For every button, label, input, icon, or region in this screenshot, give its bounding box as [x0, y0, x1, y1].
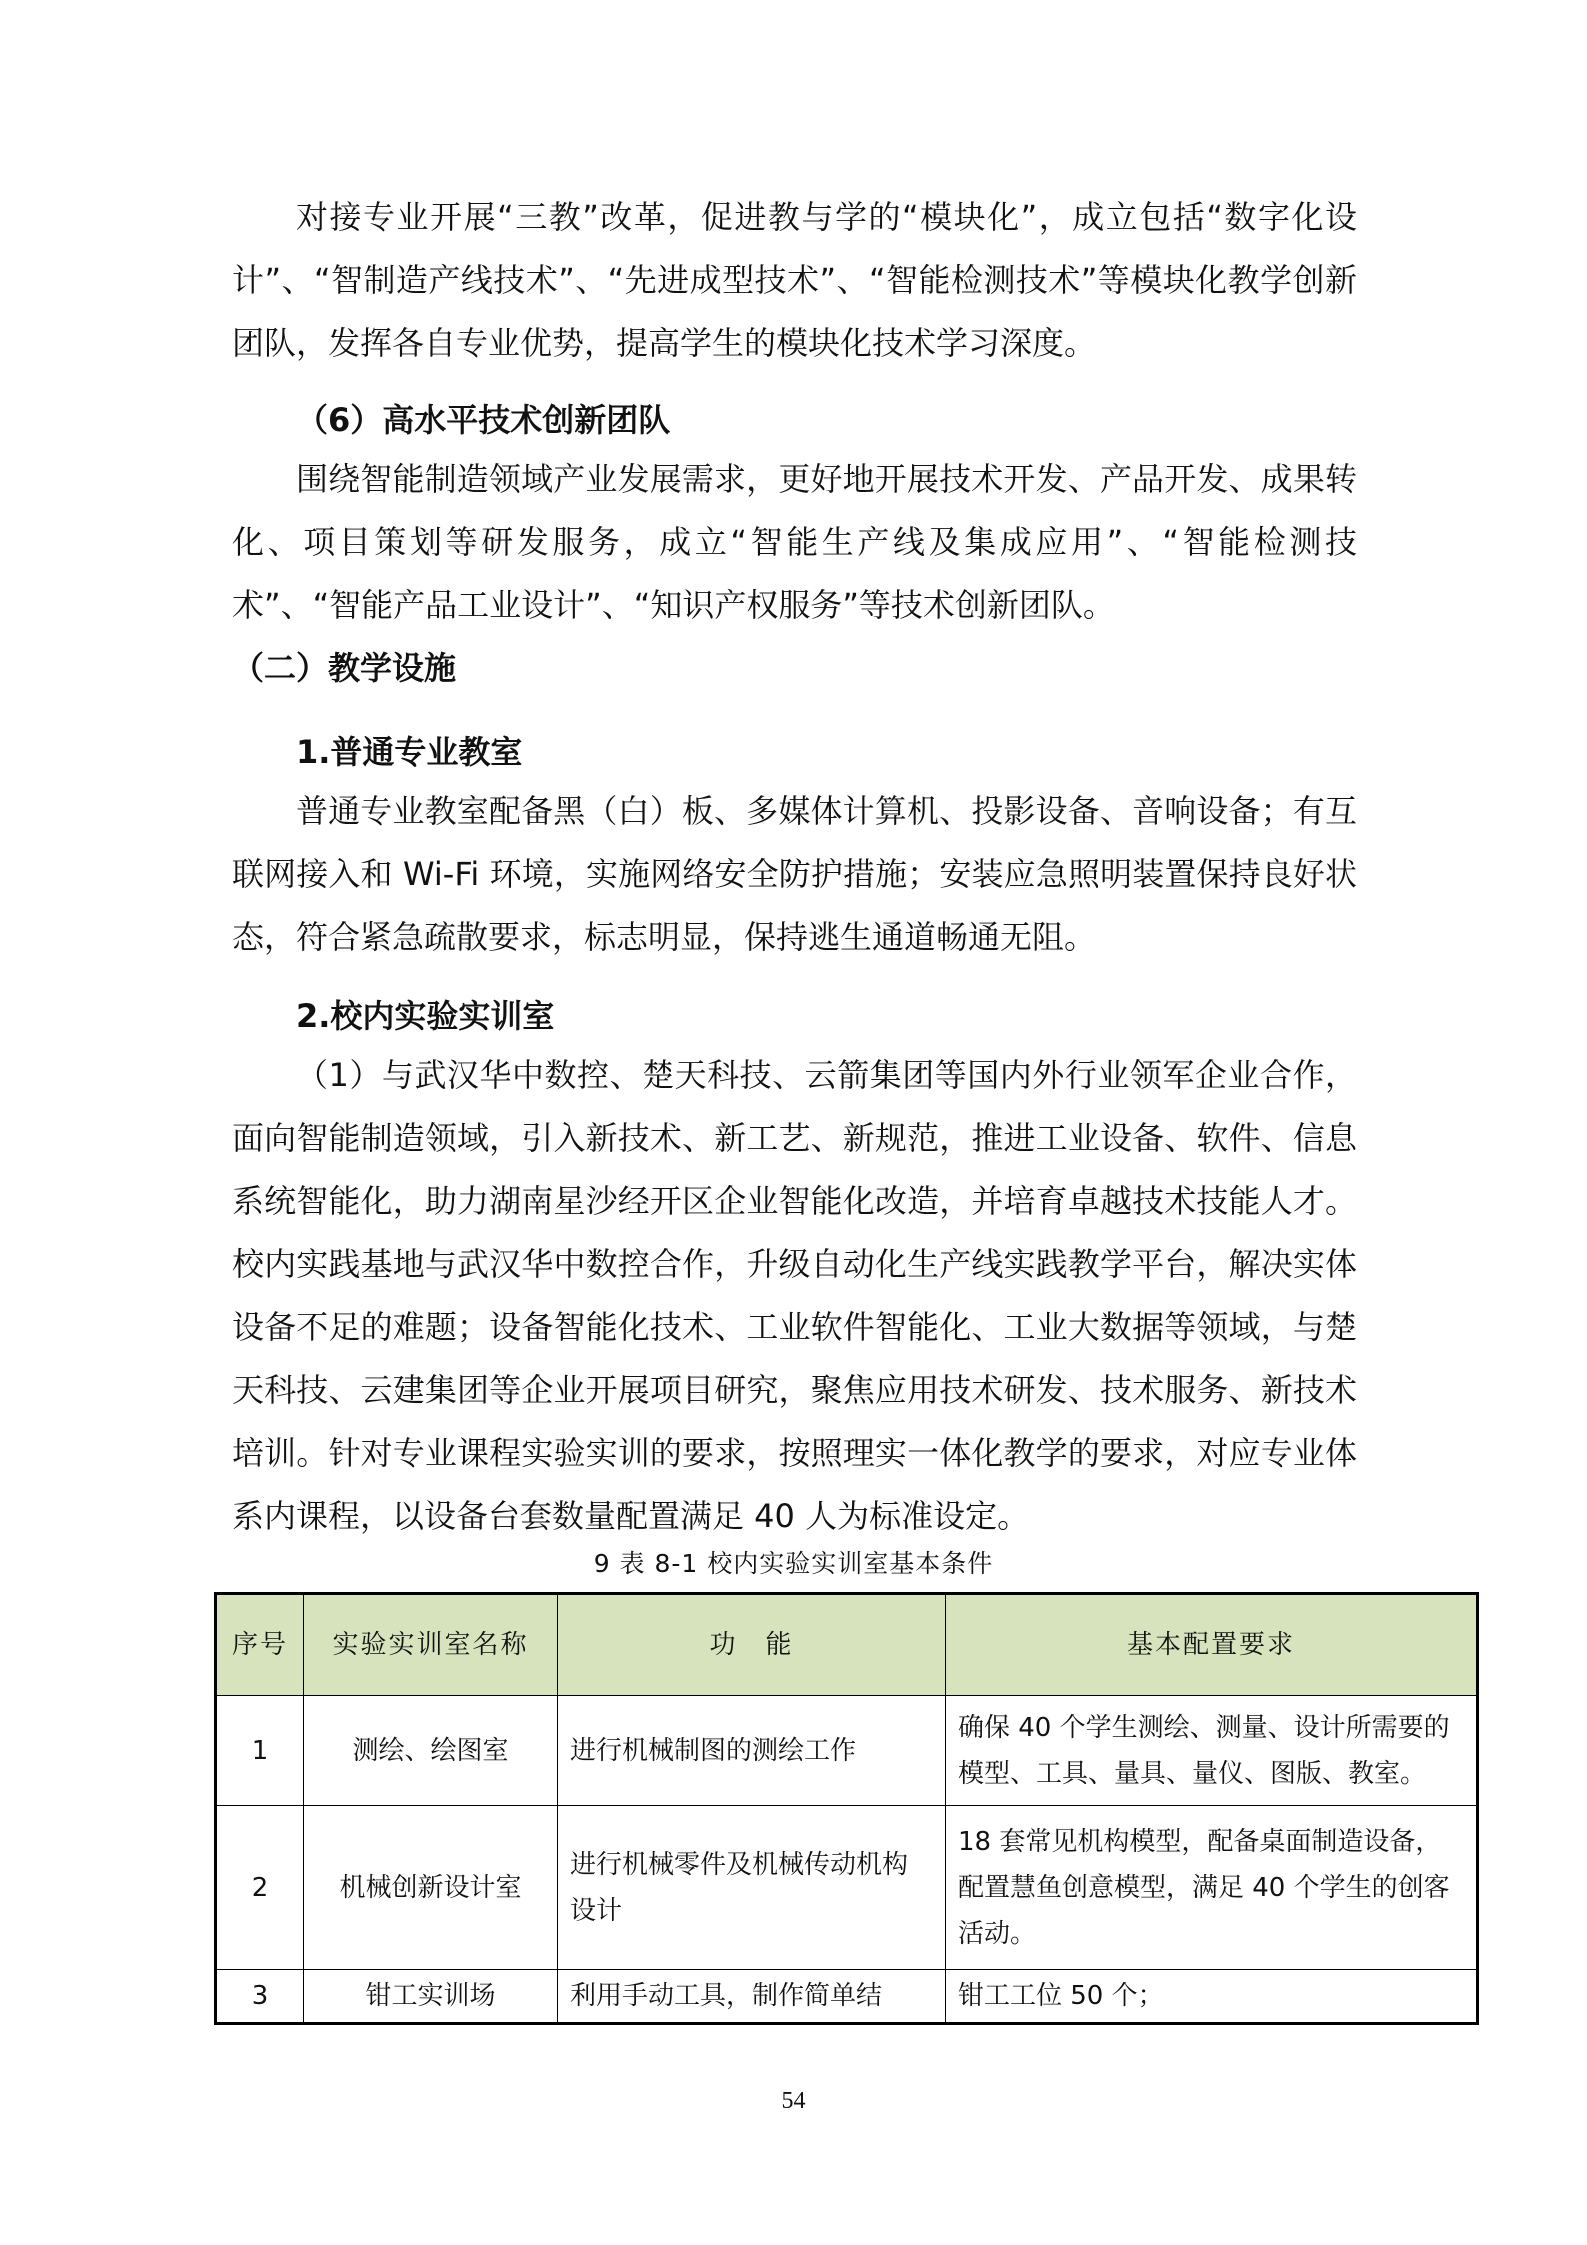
- row-requirements: 确保 40 个学生测绘、测量、设计所需要的模型、工具、量具、量仪、图版、教室。: [946, 1696, 1478, 1806]
- row-name: 机械创新设计室: [304, 1806, 558, 1970]
- row-name: 钳工实训场: [304, 1970, 558, 2024]
- row-function: 利用手动工具，制作简单结: [558, 1970, 946, 2024]
- header-function: 功 能: [558, 1594, 946, 1696]
- row-function: 进行机械零件及机械传动机构设计: [558, 1806, 946, 1970]
- section-heading-facilities: （二）教学设施: [232, 649, 457, 687]
- table-caption: 9 表 8-1 校内实验实训室基本条件: [593, 1549, 994, 1578]
- lab-conditions-table: [214, 1592, 1479, 2025]
- row-name: 测绘、绘图室: [304, 1696, 558, 1806]
- paragraph-classroom: 普通专业教室配备黑（白）板、多媒体计算机、投影设备、音响设备；有互联网接入和 Wi-Fi 环境，实施网络安全防护措施；安装应急照明装置保持良好状态，符合紧急疏散要求，标志明显，保持逃生通道畅通无阻。: [232, 792, 1357, 956]
- table-header-row: [216, 1594, 1478, 1696]
- header-no: 序号: [216, 1594, 304, 1696]
- row-no: 3: [216, 1970, 304, 2024]
- subheading-lab: 2.校内实验实训室: [296, 997, 555, 1035]
- table-row: [216, 1696, 1478, 1806]
- heading-innovation-team: （6）高水平技术创新团队: [296, 401, 671, 439]
- header-requirements: 基本配置要求: [946, 1594, 1478, 1696]
- row-function: 进行机械制图的测绘工作: [558, 1696, 946, 1806]
- row-requirements: 钳工工位 50 个；: [946, 1970, 1478, 2024]
- header-name: 实验实训室名称: [304, 1594, 558, 1696]
- paragraph-lab: （1）与武汉华中数控、楚天科技、云箭集团等国内外行业领军企业合作，面向智能制造领域，引入新技术、新工艺、新规范，推进工业设备、软件、信息系统智能化，助力湖南星沙经开区企业智能化改造，并培育卓越技术技能人才。校内实践基地与武汉华中数控合作，升级自动化生产线实践教学平台，解决实体设备不足的难题；设备智能化技术、工业软件智能化、工业大数据等领域，与楚天科技、云建集团等企业开展项目研究，聚焦应用技术研发、技术服务、新技术培训。针对专业课程实验实训的要求，按照理实一体化教学的要求，对应专业体系内课程，以设备台套数量配置满足 40 人为标准设定。: [232, 1056, 1357, 1535]
- row-no: 1: [216, 1696, 304, 1806]
- row-requirements: 18 套常见机构模型，配备桌面制造设备，配置慧鱼创意模型，满足 40 个学生的创客活动。: [946, 1806, 1478, 1970]
- table-row: [216, 1970, 1478, 2024]
- page-number: 54: [781, 2088, 806, 2114]
- subheading-classroom: 1.普通专业教室: [296, 733, 523, 771]
- paragraph-teaching-reform: 对接专业开展“三教”改革，促进教与学的“模块化”，成立包括“数字化设计”、“智制造产线技术”、“先进成型技术”、“智能检测技术”等模块化教学创新团队，发挥各自专业优势，提高学生的模块化技术学习深度。: [232, 198, 1357, 362]
- paragraph-innovation-team: 围绕智能制造领域产业发展需求，更好地开展技术开发、产品开发、成果转化、项目策划等研发服务，成立“智能生产线及集成应用”、“智能检测技术”、“智能产品工业设计”、“知识产权服务”等技术创新团队。: [232, 460, 1357, 624]
- row-no: 2: [216, 1806, 304, 1970]
- table-row: [216, 1806, 1478, 1970]
